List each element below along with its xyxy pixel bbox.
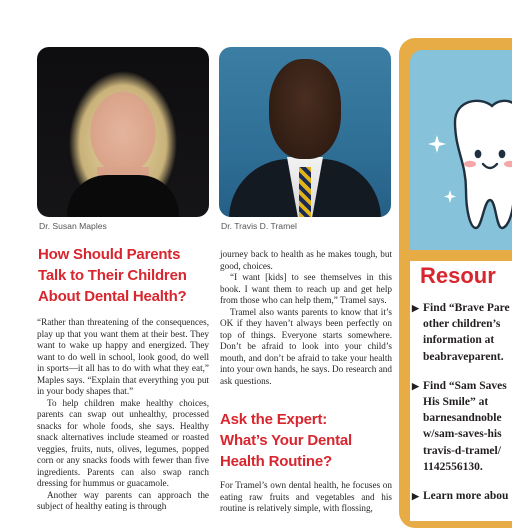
section-heading-parents [38,244,210,307]
resource-line: w/sam-saves-his [423,428,502,441]
resource-line: other children’s [423,318,501,331]
photo-head-shape [269,59,341,159]
resource-item [412,378,512,475]
resource-item [412,488,512,504]
resource-line: Find “Brave Pare [423,302,510,314]
resource-line: beabraveparent. [423,350,504,363]
heading-line: What’s Your Dental [220,432,352,449]
resource-line: information at [423,334,495,347]
body-paragraph: To help children make healthy choices, parents can swap out unhealthy, processed snacks for whole foods, she says. Healthy snack alternatives include steamed or roasted veggies, fruits, nuts, olives, legumes, popped corn or any snacks foods with fewer than five ingredients. Parents can also swap ranch dressing for hummus or guacamole. [37,397,209,488]
photo-caption-maples: Dr. Susan Maples [39,221,107,231]
article-column-left [37,317,209,513]
photo-susan-maples [37,47,209,217]
resource-line: 1142556130. [423,460,483,473]
resource-line: barnesandnoble [423,412,502,425]
resources-title: Resour [420,263,496,288]
article-column-right-lower [220,480,392,515]
resource-line: Find “Sam Saves [423,379,507,392]
body-paragraph: Tramel also wants parents to know that it’s OK if they haven’t always been perfectly on top of things. Everyone starts somewhere. Don’t be afraid to look into your child’s mouth, and don’t be afraid to take your health into your own hands, he says. Do research and ask questions. [220,306,392,386]
heading-line: Ask the Expert: [220,411,328,428]
resource-line: His Smile” at [423,396,489,409]
photo-dress-shape [67,175,179,217]
heading-line: Health Routine? [220,453,332,470]
section-heading-expert [220,409,392,472]
heading-line: Talk to Their Children [38,267,187,284]
sparkle-icon [444,190,456,203]
resource-line: Learn more abou [423,490,509,503]
play-arrow-icon: ▶ [412,491,419,502]
resource-item [412,300,512,365]
heading-line: How Should Parents [38,246,181,263]
sparkle-icon [428,135,446,153]
tooth-mascot-icon [410,50,512,250]
resource-line: travis-d-tramel/ [423,444,501,457]
body-paragraph: For Tramel’s own dental health, he focuses on eating raw fruits and vegetables and his routine is relatively simple, with flossing, [220,480,392,513]
play-arrow-icon: ▶ [412,380,419,391]
photo-caption-tramel: Dr. Travis D. Tramel [221,221,297,231]
article-column-right [220,249,392,387]
photo-tie-shape [299,167,311,217]
tooth-illustration-panel [410,50,512,250]
body-paragraph: Another way parents can approach the subject of healthy eating is through [37,489,209,511]
play-arrow-icon: ▶ [412,303,419,313]
body-paragraph: “I want [kids] to see themselves in this book. I want them to reach up and get help from those who can help them,” Tramel says. [220,272,392,305]
heading-line: About Dental Health? [38,288,187,305]
resource-list [412,300,512,517]
photo-travis-tramel [219,47,391,217]
body-paragraph: journey back to health as he makes tough, but good, choices. [220,249,392,271]
body-paragraph: “Rather than threatening of the consequences, play up that you want them at their best. They want to wake up happy and energized. They want to do well in school, look good, do well in sports—it all has to do with what they eat,” Maples says. “Explain that everything you put in your body shapes that.” [37,317,209,396]
